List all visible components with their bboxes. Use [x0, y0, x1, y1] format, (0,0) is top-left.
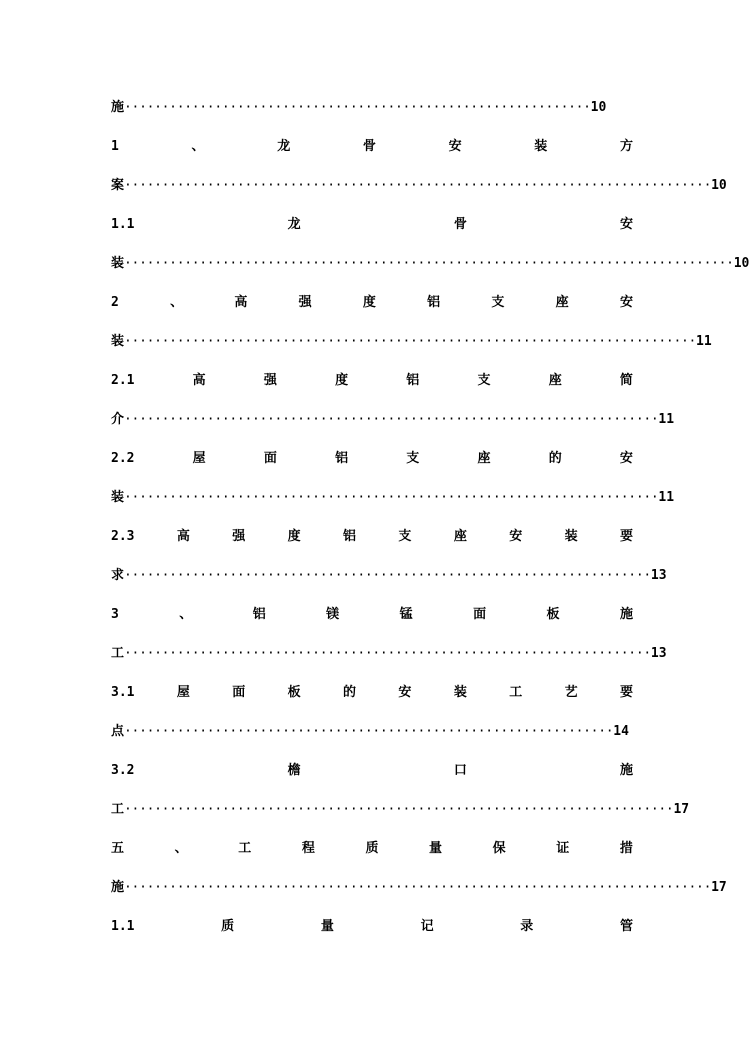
toc-page-number: 17 [711, 880, 727, 895]
toc-part: 、 [174, 841, 188, 856]
toc-part: 檐 [287, 763, 301, 778]
toc-part: 质 [221, 919, 235, 934]
toc-line-3 [111, 175, 727, 197]
toc-part: 1.1 [111, 919, 135, 934]
toc-part: 铝 [335, 451, 349, 466]
toc-part: 1 [111, 139, 119, 154]
toc-page-number: 17 [673, 802, 690, 817]
toc-part: 高 [192, 373, 206, 388]
toc-line-10 [111, 448, 633, 470]
toc-leader-dots: ································································· [124, 724, 614, 739]
toc-leader-dots: ················································································· [124, 256, 734, 271]
toc-page-number: 10 [711, 178, 727, 193]
toc-part: 铝 [406, 373, 420, 388]
toc-entry-text: 装 [111, 490, 125, 505]
toc-part: 锰 [399, 607, 413, 622]
toc-part: 面 [263, 451, 277, 466]
toc-part: 简 [619, 373, 633, 388]
toc-part: 2.2 [111, 451, 135, 466]
toc-part: 量 [320, 919, 334, 934]
toc-line-22 [111, 916, 633, 938]
toc-part: 面 [473, 607, 487, 622]
toc-entry-text: 介 [111, 412, 125, 427]
toc-line-16 [111, 682, 633, 704]
toc-part: 要 [619, 685, 633, 700]
toc-part: 面 [232, 685, 246, 700]
toc-line-21 [111, 877, 727, 899]
toc-part: 艺 [564, 685, 578, 700]
toc-part: 、 [191, 139, 205, 154]
toc-leader-dots: ········································································· [124, 802, 674, 817]
toc-part: 工 [509, 685, 523, 700]
toc-part: 支 [406, 451, 420, 466]
toc-part: 3.2 [111, 763, 135, 778]
toc-part: 施 [619, 607, 633, 622]
toc-part: 安 [619, 451, 633, 466]
toc-part: 骨 [362, 139, 376, 154]
toc-part: 强 [263, 373, 277, 388]
toc-part: 高 [176, 529, 190, 544]
toc-part: 镁 [326, 607, 340, 622]
toc-part: 2.3 [111, 529, 135, 544]
toc-leader-dots: ······································································ [124, 646, 651, 661]
toc-part: 座 [477, 451, 491, 466]
toc-leader-dots: ·············································································· [124, 178, 712, 193]
toc-entry-text: 求 [111, 568, 125, 583]
toc-entry-text: 装 [111, 256, 125, 271]
toc-part: 管 [619, 919, 633, 934]
toc-leader-dots: ······································································ [124, 568, 651, 583]
toc-part: 座 [453, 529, 467, 544]
toc-line-11 [111, 487, 675, 509]
toc-line-8 [111, 370, 633, 392]
toc-part: 安 [398, 685, 412, 700]
toc-part: 屋 [176, 685, 190, 700]
toc-part: 龙 [287, 217, 301, 232]
toc-line-14 [111, 604, 633, 626]
toc-part: 高 [234, 295, 248, 310]
toc-part: 量 [429, 841, 443, 856]
toc-line-20 [111, 838, 633, 860]
toc-part: 、 [179, 607, 193, 622]
toc-part: 安 [448, 139, 462, 154]
toc-part: 程 [301, 841, 315, 856]
toc-page-number: 13 [650, 646, 667, 661]
toc-part: 证 [556, 841, 570, 856]
toc-entry-text: 工 [111, 646, 125, 661]
toc-part: 2.1 [111, 373, 135, 388]
toc-line-13 [111, 565, 667, 587]
toc-part: 方 [619, 139, 633, 154]
toc-part: 、 [170, 295, 184, 310]
toc-part: 要 [619, 529, 633, 544]
toc-leader-dots: ······································································· [124, 490, 659, 505]
toc-page-number: 11 [658, 490, 675, 505]
toc-part: 安 [619, 295, 633, 310]
toc-part: 工 [238, 841, 252, 856]
toc-part: 强 [232, 529, 246, 544]
toc-page-number: 11 [696, 334, 712, 349]
toc-entry-text: 施 [111, 100, 125, 115]
toc-part: 施 [619, 763, 633, 778]
toc-part: 措 [619, 841, 633, 856]
toc-part: 龙 [277, 139, 291, 154]
toc-page-number: 13 [650, 568, 667, 583]
toc-part: 3 [111, 607, 119, 622]
toc-line-5 [111, 253, 749, 275]
toc-page-number: 11 [658, 412, 675, 427]
toc-entry-text: 工 [111, 802, 125, 817]
toc-part: 度 [335, 373, 349, 388]
toc-entry-text: 点 [111, 724, 125, 739]
toc-part: 录 [520, 919, 534, 934]
toc-part: 五 [111, 841, 125, 856]
toc-line-19 [111, 799, 690, 821]
toc-page-number: 10 [733, 256, 749, 271]
toc-part: 铝 [252, 607, 266, 622]
toc-part: 1.1 [111, 217, 135, 232]
toc-part: 支 [491, 295, 505, 310]
toc-part: 铝 [343, 529, 357, 544]
toc-part: 屋 [192, 451, 206, 466]
toc-part: 度 [362, 295, 376, 310]
toc-part: 度 [287, 529, 301, 544]
toc-part: 座 [548, 373, 562, 388]
toc-entry-text: 施 [111, 880, 125, 895]
toc-line-4 [111, 214, 633, 236]
toc-part: 座 [555, 295, 569, 310]
toc-part: 装 [534, 139, 548, 154]
toc-part: 保 [492, 841, 506, 856]
toc-line-7 [111, 331, 712, 353]
toc-entry-text: 装 [111, 334, 125, 349]
toc-part: 强 [298, 295, 312, 310]
toc-part: 2 [111, 295, 119, 310]
toc-part: 支 [477, 373, 491, 388]
toc-part: 安 [509, 529, 523, 544]
toc-line-1 [111, 97, 633, 119]
toc-line-2 [111, 136, 633, 158]
toc-part: 的 [548, 451, 562, 466]
toc-part: 铝 [427, 295, 441, 310]
toc-part: 的 [343, 685, 357, 700]
toc-leader-dots: ······································································· [124, 412, 659, 427]
toc-part: 板 [287, 685, 301, 700]
toc-line-15 [111, 643, 667, 665]
toc-line-12 [111, 526, 633, 548]
toc-line-17 [111, 721, 633, 743]
toc-part: 质 [365, 841, 379, 856]
toc-part: 骨 [453, 217, 467, 232]
toc-page-number: 10 [590, 100, 607, 115]
toc-part: 口 [453, 763, 467, 778]
toc-part: 安 [619, 217, 633, 232]
toc-part: 支 [398, 529, 412, 544]
toc-part: 记 [420, 919, 434, 934]
toc-part: 板 [546, 607, 560, 622]
toc-line-9 [111, 409, 675, 431]
toc-part: 装 [564, 529, 578, 544]
toc-page-number: 14 [613, 724, 629, 739]
toc-line-18 [111, 760, 633, 782]
toc-line-6 [111, 292, 633, 314]
toc-leader-dots: ······························································ [124, 100, 591, 115]
toc-leader-dots: ·············································································· [124, 880, 712, 895]
toc-part: 3.1 [111, 685, 135, 700]
toc-leader-dots: ············································································ [124, 334, 697, 349]
toc-entry-text: 案 [111, 178, 125, 193]
toc-part: 装 [453, 685, 467, 700]
